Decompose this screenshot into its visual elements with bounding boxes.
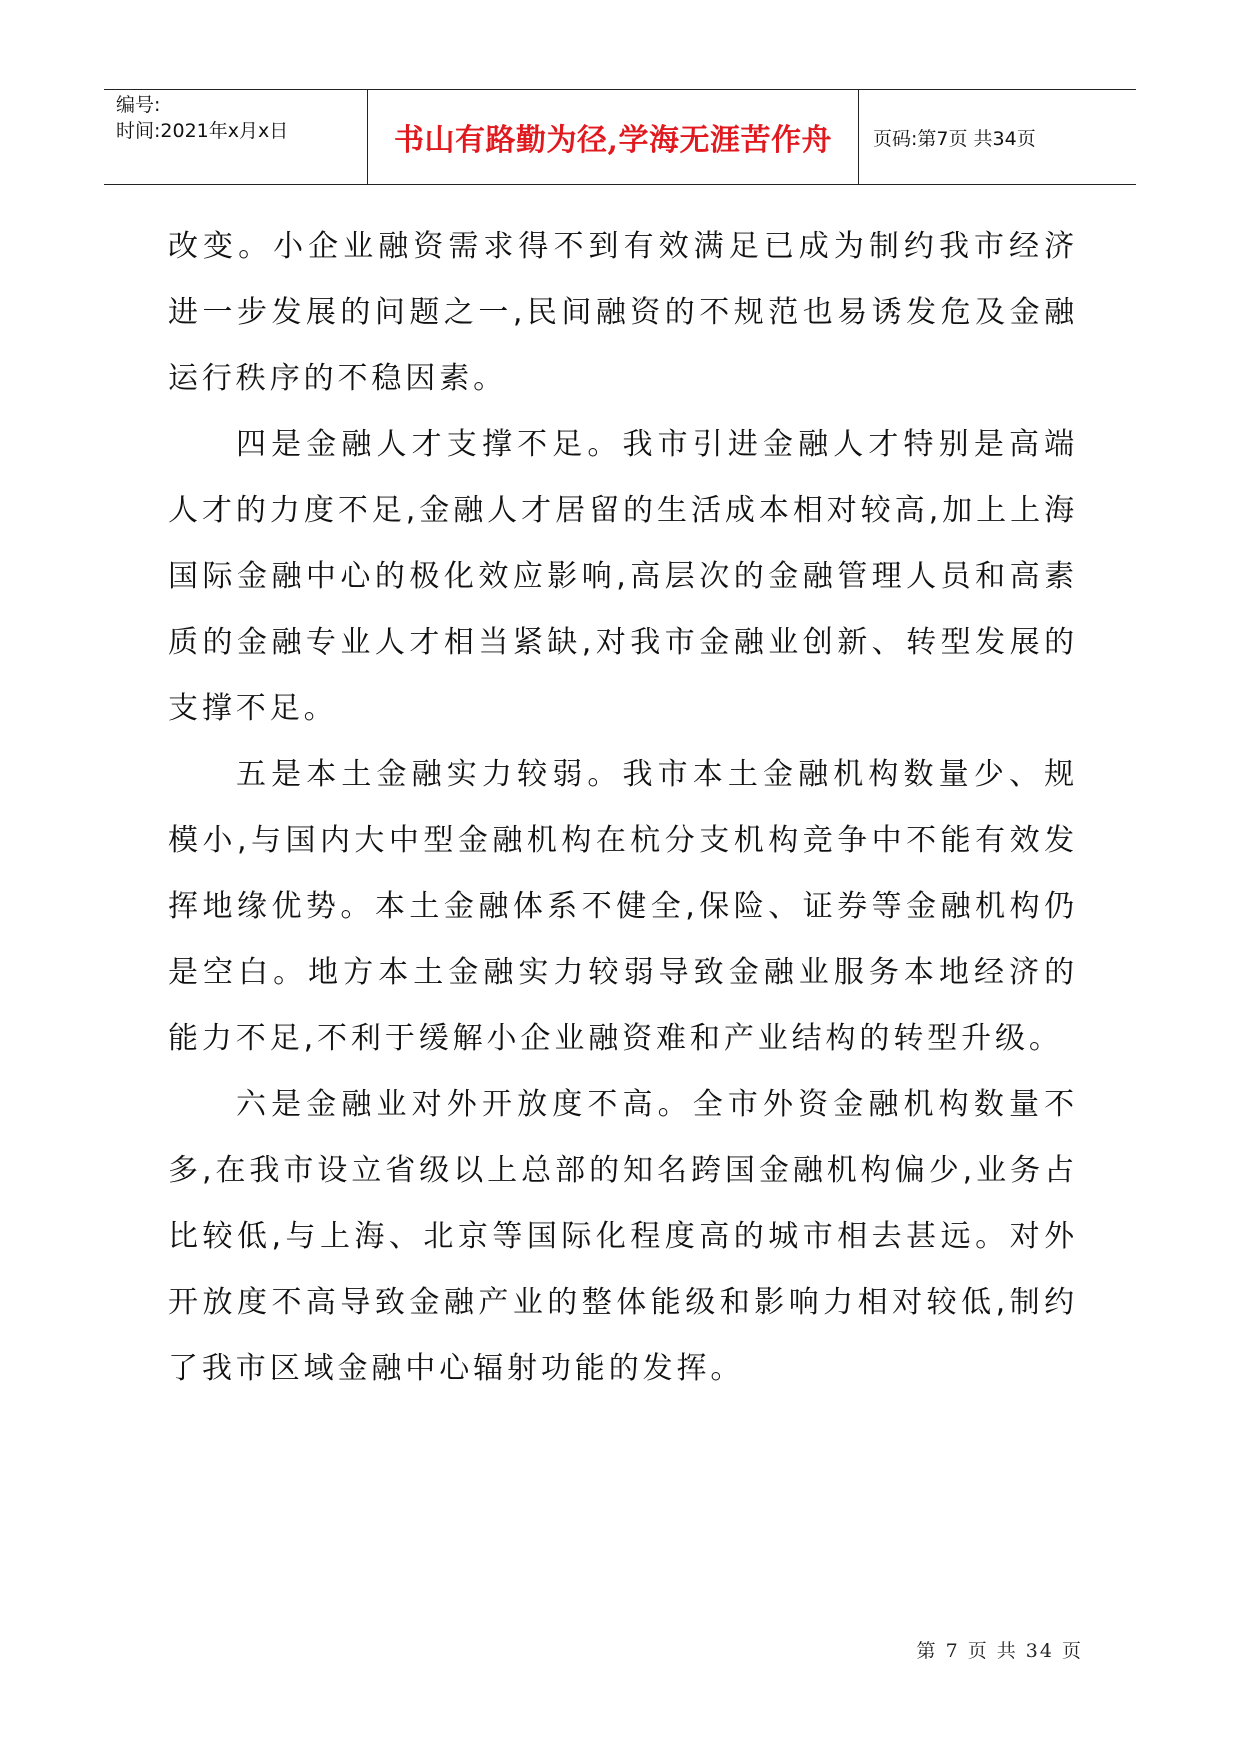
paragraph-continuation: 改变。小企业融资需求得不到有效满足已成为制约我市经济进一步发展的问题之一,民间融资的不规范也易诱发危及金融运行秩序的不稳因素。 — [168, 229, 1078, 396]
time-label: 时间:2021年x月x日 — [116, 120, 289, 142]
header-page-cell — [859, 90, 1136, 184]
header-page-code: 页码:第7页 共34页 — [873, 127, 1036, 150]
header-motto-cell — [368, 90, 859, 184]
page-footer: 第 7 页 共 34 页 — [916, 1640, 1083, 1662]
page-header — [104, 89, 1136, 185]
header-motto: 书山有路勤为径,学海无涯苦作舟 — [394, 123, 832, 158]
header-meta-cell — [104, 90, 368, 184]
paragraph-talent: 四是金融人才支撑不足。我市引进金融人才特别是高端人才的力度不足,金融人才居留的生活成本相对较高,加上上海国际金融中心的极化效应影响,高层次的金融管理人员和高素质的金融专业人才相当紧缺,对我市金融业创新、转型发展的支撑不足。 — [168, 427, 1078, 726]
serial-number-label: 编号: — [116, 94, 161, 116]
paragraph-local-finance: 五是本土金融实力较弱。我市本土金融机构数量少、规模小,与国内大中型金融机构在杭分支机构竞争中不能有效发挥地缘优势。本土金融体系不健全,保险、证券等金融机构仍是空白。地方本土金融实力较弱导致金融业服务本地经济的能力不足,不利于缓解小企业融资难和产业结构的转型升级。 — [168, 757, 1078, 1056]
paragraph-openness: 六是金融业对外开放度不高。全市外资金融机构数量不多,在我市设立省级以上总部的知名跨国金融机构偏少,业务占比较低,与上海、北京等国际化程度高的城市相去甚远。对外开放度不高导致金融产业的整体能级和影响力相对较低,制约了我市区域金融中心辐射功能的发挥。 — [168, 1087, 1078, 1386]
document-body — [168, 214, 1078, 1402]
